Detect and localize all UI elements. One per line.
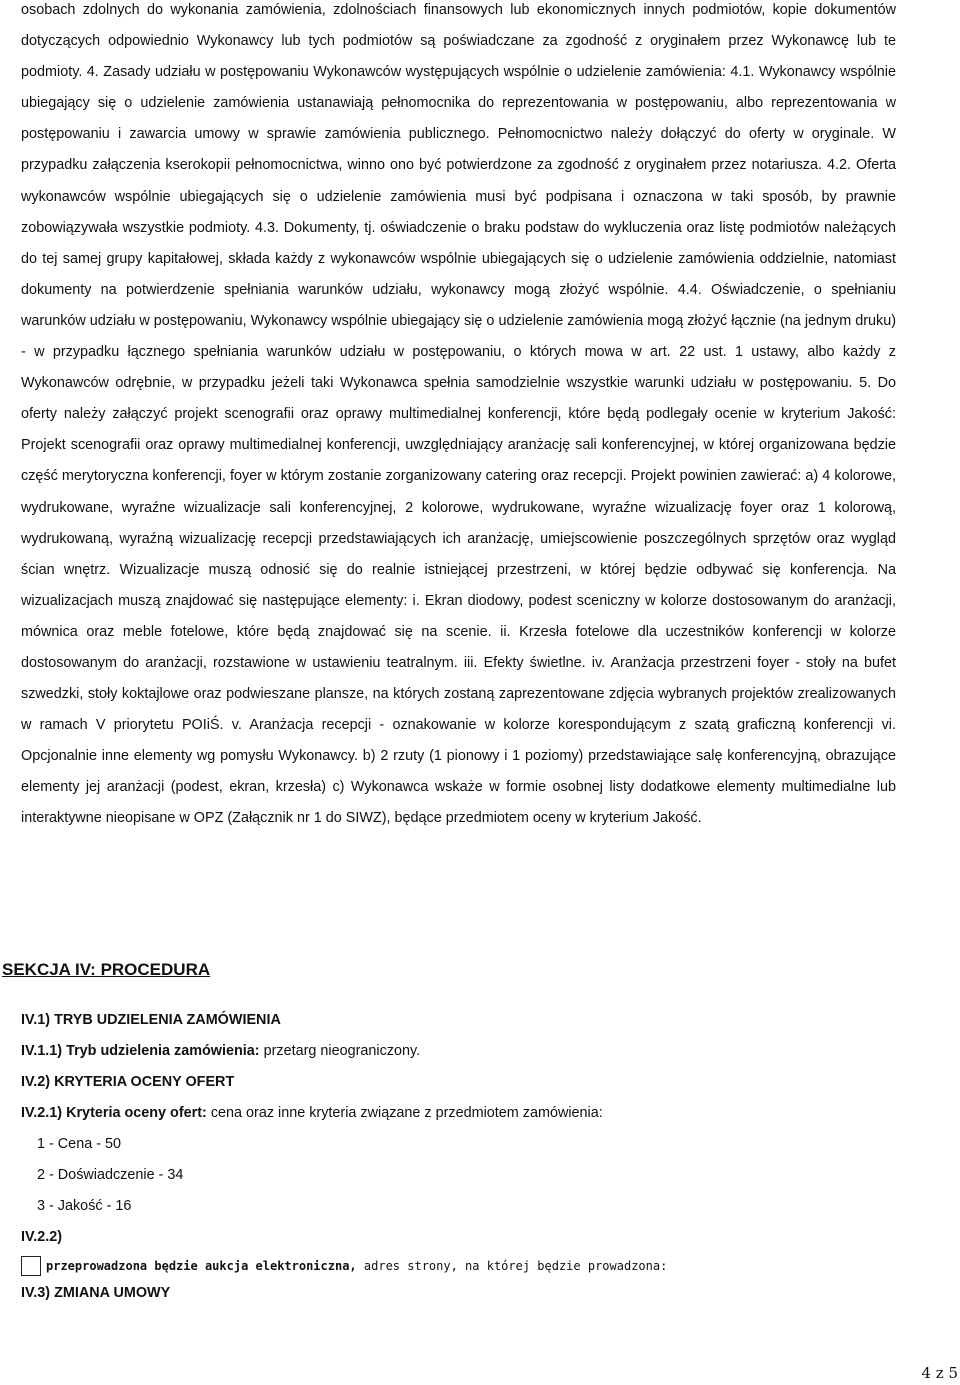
iv2-1-label: IV.2.1) Kryteria oceny ofert:	[21, 1105, 207, 1121]
page-number: 4 z 5	[921, 1364, 958, 1382]
iv2-2-label: IV.2.2)	[21, 1229, 63, 1245]
iv2-1-value: cena oraz inne kryteria związane z przedmiotem zamówienia:	[206, 1105, 603, 1121]
auction-row	[21, 1254, 667, 1278]
auction-rest-text: adres strony, na której będzie prowadzona:	[356, 1259, 668, 1273]
criterion-item: 1 - Cena - 50	[37, 1136, 121, 1152]
auction-bold-text: przeprowadzona będzie aukcja elektroniczna,	[46, 1259, 357, 1273]
iv1-1-value: przetarg nieograniczony.	[259, 1043, 421, 1059]
auction-checkbox[interactable]	[21, 1256, 41, 1276]
iv2-heading: IV.2) KRYTERIA OCENY OFERT	[21, 1074, 235, 1090]
iv3-heading: IV.3) ZMIANA UMOWY	[21, 1285, 171, 1301]
criterion-item: 2 - Doświadczenie - 34	[37, 1167, 184, 1183]
section-heading: SEKCJA IV: PROCEDURA	[2, 960, 211, 979]
iv1-heading: IV.1) TRYB UDZIELENIA ZAMÓWIENIA	[21, 1012, 281, 1028]
iv1-1-label: IV.1.1) Tryb udzielenia zamówienia:	[21, 1043, 260, 1059]
iv2-1-row	[21, 1103, 603, 1123]
criterion-item: 3 - Jakość - 16	[37, 1198, 132, 1214]
iv1-1-row	[21, 1041, 420, 1061]
body-paragraph: osobach zdolnych do wykonania zamówienia, zdolnościach finansowych lub ekonomicznych innych podmiotów, kopie dokumentów dotyczących odpowiednio Wykonawcy lub tych podmiotów są poświadczane za zgodność z oryginałem przez Wykonawcę lub te podmioty. 4. Zasady udziału w postępowaniu Wykonawców występujących wspólnie o udzielenie zamówienia: 4.1. Wykonawcy wspólnie ubiegający się o udzielenie zamówienia ustanawiają pełnomocnika do reprezentowania w postępowaniu, albo reprezentowania w postępowaniu i zawarcia umowy w sprawie zamówienia publicznego. Pełnomocnictwo należy dołączyć do oferty w oryginale. W przypadku załączenia kserokopii pełnomocnictwa, winno ono być potwierdzone za zgodność z oryginałem przez notariusza. 4.2. Oferta wykonawców wspólnie ubiegających się o udzielenie zamówienia musi być podpisana i oznaczona w taki sposób, by prawnie zobowiązywała wszystkie podmioty. 4.3. Dokumenty, tj. oświadczenie o braku podstaw do wykluczenia oraz listę podmiotów należących do tej samej grupy kapitałowej, składa każdy z wykonawców wspólnie ubiegających się o udzielenie zamówienia oddzielnie, natomiast dokumenty na potwierdzenie spełniania warunków udziału, wykonawcy mogą złożyć wspólnie. 4.4. Oświadczenie, o spełnianiu warunków udziału w postępowaniu, Wykonawcy wspólnie ubiegający się o udzielenie zamówienia mogą złożyć łącznie (na jednym druku) - w przypadku łącznego spełniania warunków udziału w postępowaniu, o których mowa w art. 22 ust. 1 ustawy, albo każdy z Wykonawców odrębnie, w przypadku jeżeli taki Wykonawca spełnia samodzielnie wszystkie warunki udziału w postępowaniu. 5. Do oferty należy załączyć projekt scenografii oraz oprawy multimedialnej konferencji, które będą podlegały ocenie w kryterium Jakość: Projekt scenografii oraz oprawy multimedialnej konferencji, uwzględniający aranżację sali konferencyjnej, w której organizowana będzie część merytoryczna konferencji, foyer w którym zostanie zorganizowany catering oraz recepcji. Projekt powinien zawierać: a) 4 kolorowe, wydrukowane, wyraźne wizualizacje sali konferencyjnej, 2 kolorowe, wydrukowane, wyraźne wizualizację foyer oraz 1 kolorową, wydrukowaną, wyraźną wizualizację recepcji przedstawiających ich aranżację, umiejscowienie poszczególnych sprzętów oraz wygląd ścian wnętrz. Wizualizacje muszą odnosić się do realnie istniejącej przestrzeni, w której będzie odbywać się konferencja. Na wizualizacjach muszą znajdować się następujące elementy: i. Ekran diodowy, podest sceniczny w kolorze dostosowanym do aranżacji, mównica oraz meble fotelowe, które będą znajdować się na scenie. ii. Krzesła fotelowe dla uczestników konferencji w kolorze dostosowanym do aranżacji, rozstawione w ustawieniu teatralnym. iii. Efekty świetlne. iv. Aranżacja przestrzeni foyer - stoły na bufet szwedzki, stoły koktajlowe oraz podwieszane plansze, na których zostaną zaprezentowane zdjęcia wybranych projektów zrealizowanych w ramach V priorytetu POIiŚ. v. Aranżacja recepcji - oznakowanie w kolorze korespondującym z szatą graficzną konferencji vi. Opcjonalnie inne elementy wg pomysłu Wykonawcy. b) 2 rzuty (1 pionowy i 1 poziomy) przedstawiające salę konferencyjną, obrazujące elementy jej aranżacji (podest, ekran, krzesła) c) Wykonawca wskaże w formie osobnej listy dodatkowe elementy multimedialne lub interaktywne nieopisane w OPZ (Załącznik nr 1 do SIWZ), będące przedmiotem oceny w kryterium Jakość.	[21, 2, 896, 827]
auction-text	[46, 1259, 667, 1273]
